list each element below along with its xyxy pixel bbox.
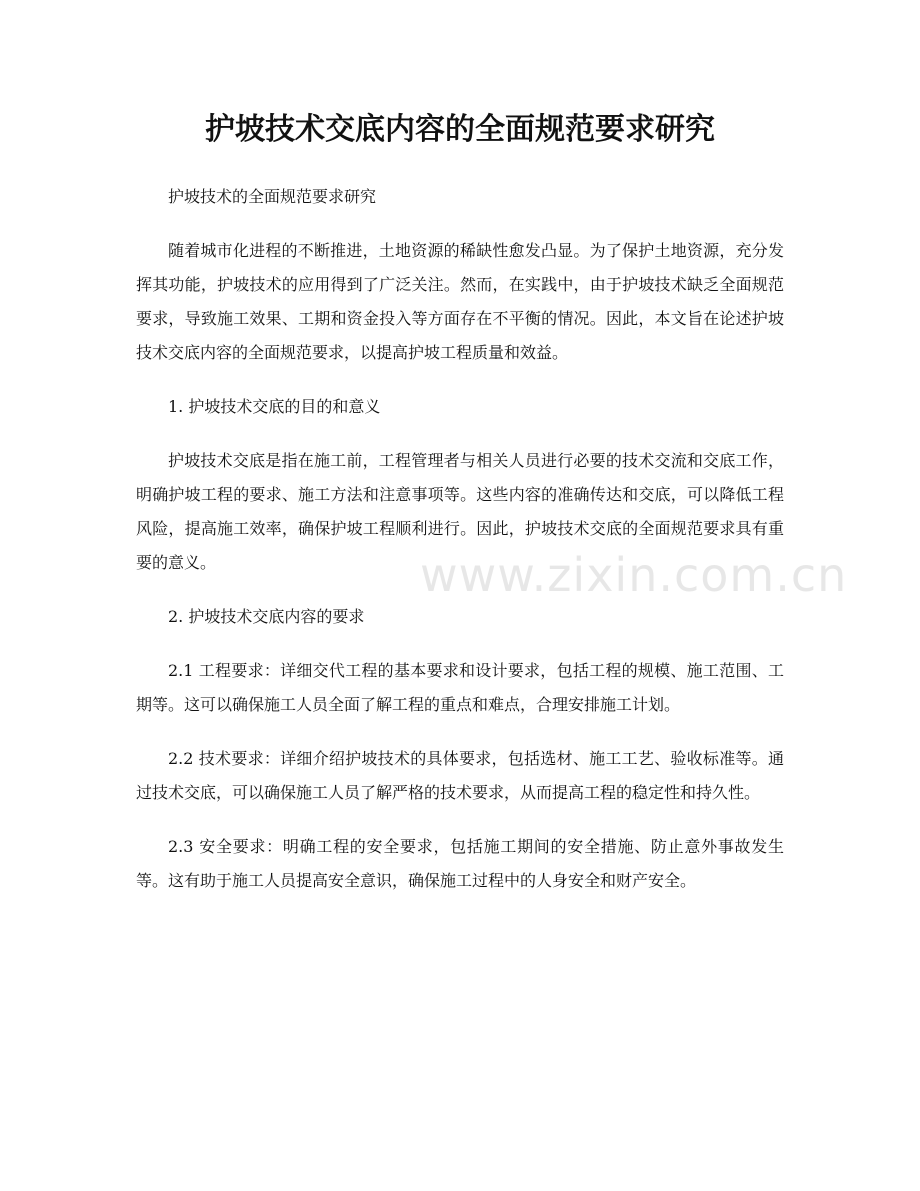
document-title: 护坡技术交底内容的全面规范要求研究 [205,112,715,147]
paragraph-section-1: 护坡技术交底是指在施工前，工程管理者与相关人员进行必要的技术交流和交底工作，明确护坡工程的要求、施工方法和注意事项等。这些内容的准确传达和交底，可以降低工程风险，提高施工效率，确保护坡工程顺利进行。因此，护坡技术交底的全面规范要求具有重要的意义。 [136,451,784,572]
paragraph-2-2: 2.2 技术要求：详细介绍护坡技术的具体要求，包括选材、施工工艺、验收标准等。通过技术交底，可以确保施工人员了解严格的技术要求，从而提高工程的稳定性和持久性。 [136,749,784,802]
watermark-text: www.zixin.com.cn [420,548,848,602]
paragraph-2-3: 2.3 安全要求：明确工程的安全要求，包括施工期间的安全措施、防止意外事故发生等。这有助于施工人员提高安全意识，确保施工过程中的人身安全和财产安全。 [136,837,784,890]
paragraph-intro: 随着城市化进程的不断推进，土地资源的稀缺性愈发凸显。为了保护土地资源，充分发挥其功能，护坡技术的应用得到了广泛关注。然而，在实践中，由于护坡技术缺乏全面规范要求，导致施工效果、工期和资金投入等方面存在不平衡的情况。因此，本文旨在论述护坡技术交底内容的全面规范要求，以提高护坡工程质量和效益。 [136,241,784,362]
paragraph-subtitle: 护坡技术的全面规范要求研究 [168,187,377,206]
paragraph-2-1: 2.1 工程要求：详细交代工程的基本要求和设计要求，包括工程的规模、施工范围、工期等。这可以确保施工人员全面了解工程的重点和难点，合理安排施工计划。 [136,661,784,714]
section-heading-1: 1. 护坡技术交底的目的和意义 [168,397,381,416]
section-heading-2: 2. 护坡技术交底内容的要求 [168,607,365,626]
